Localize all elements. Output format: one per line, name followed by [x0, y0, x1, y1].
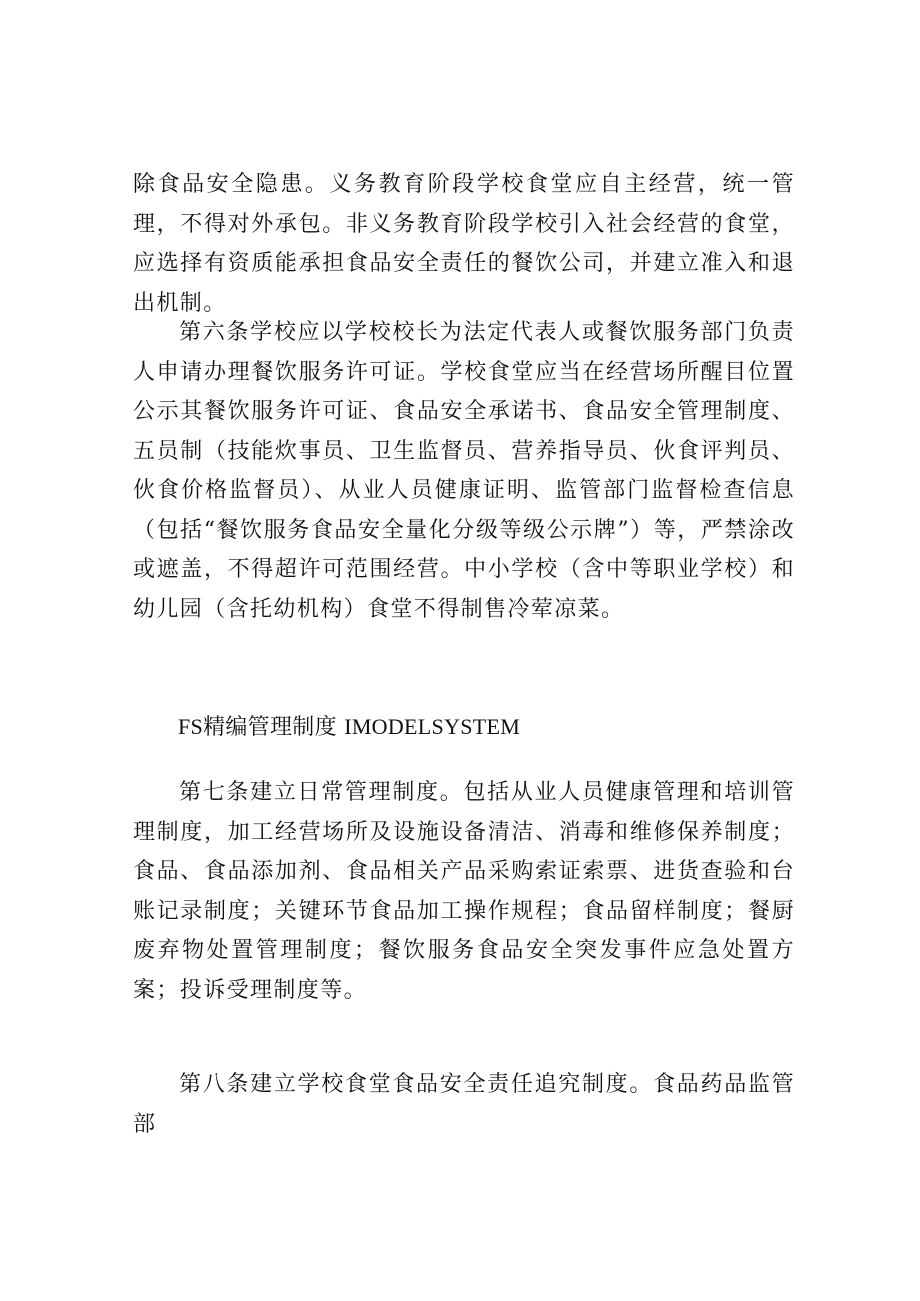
section-heading	[178, 707, 520, 748]
heading-suffix: IMODELSYSTEM	[344, 714, 521, 739]
heading-middle: 精编管理制度	[203, 715, 337, 740]
paragraph-article-6: 第六条学校应以学校校长为法定代表人或餐饮服务部门负责人申请办理餐饮服务许可证。学校食堂应当在经营场所醒目位置公示其餐饮服务许可证、食品安全承诺书、食品安全管理制度、五员制（技能炊事员、卫生监督员、营养指导员、伙食评判员、伙食价格监督员）、从业人员健康证明、监管部门监督检查信息（包括“餐饮服务食品安全量化分级等级公示牌”）等，严禁涂改或遮盖，不得超许可范围经营。中小学校（含中等职业学校）和幼儿园（含托幼机构）食堂不得制售冷荤凉菜。	[133, 320, 795, 622]
paragraph-article-7: 第七条建立日常管理制度。包括从业人员健康管理和培训管理制度，加工经营场所及设施设备清洁、消毒和维修保养制度；食品、食品添加剂、食品相关产品采购索证索票、进货查验和台账记录制度；关键环节食品加工操作规程；食品留样制度；餐厨废弃物处置管理制度；餐饮服务食品安全突发事件应急处置方案；投诉受理制度等。	[133, 780, 795, 1003]
heading-prefix: FS	[178, 714, 204, 739]
paragraph-food-safety-hazards: 除食品安全隐患。义务教育阶段学校食堂应自主经营，统一管理，不得对外承包。非义务教育阶段学校引入社会经营的食堂，应选择有资质能承担食品安全责任的餐饮公司，并建立准入和退出机制。	[133, 172, 795, 316]
paragraph-article-8: 第八条建立学校食堂食品安全责任追究制度。食品药品监管部	[133, 1072, 795, 1137]
